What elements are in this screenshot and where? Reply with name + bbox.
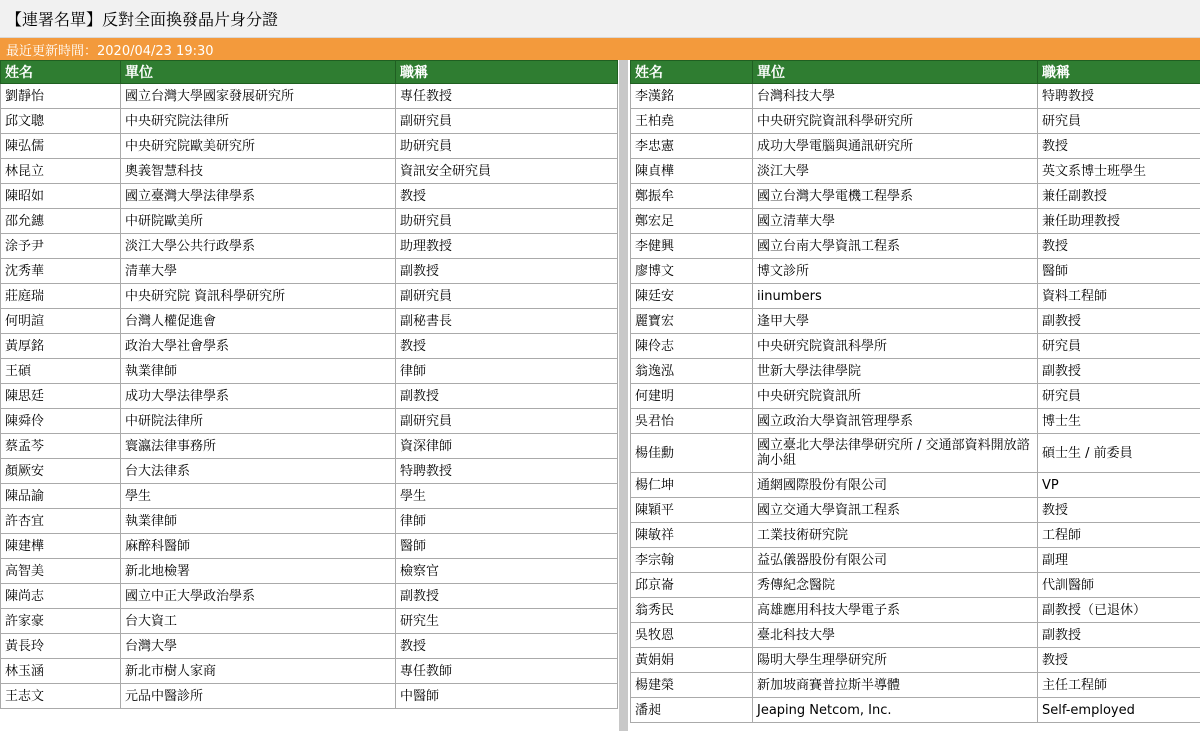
signatory-unit: 台大資工 (121, 609, 396, 634)
header-name: 姓名 (1, 61, 121, 84)
signatory-title: 碩士生 / 前委員 (1038, 434, 1200, 473)
signatory-unit: 中央研究院資訊所 (753, 384, 1038, 409)
signatory-name: 林玉涵 (1, 659, 121, 684)
signatory-unit: 博文診所 (753, 259, 1038, 284)
signatory-name: 陳弘儒 (1, 134, 121, 159)
signatory-unit: 國立政治大學資訊管理學系 (753, 409, 1038, 434)
signatory-name: 李健興 (631, 234, 753, 259)
signatory-name: 沈秀華 (1, 259, 121, 284)
signatory-unit: 成功大學法律學系 (121, 384, 396, 409)
table-row (631, 334, 1200, 359)
table-row (631, 159, 1200, 184)
signatory-name: 陳思廷 (1, 384, 121, 409)
signatory-name: 何建明 (631, 384, 753, 409)
signatory-tables (0, 60, 1200, 731)
signatory-title: 副研究員 (396, 409, 618, 434)
signatory-title: 檢察官 (396, 559, 618, 584)
signatory-title: 副研究員 (396, 109, 618, 134)
signatory-table-right (630, 60, 1200, 723)
table-row (631, 409, 1200, 434)
signatory-name: 高智美 (1, 559, 121, 584)
signatory-unit: 台灣大學 (121, 634, 396, 659)
signatory-unit: 國立交通大學資訊工程系 (753, 498, 1038, 523)
signatory-name: 李忠憲 (631, 134, 753, 159)
signatory-name: 吳牧恩 (631, 623, 753, 648)
table-row (1, 559, 618, 584)
signatory-unit: 中研院歐美所 (121, 209, 396, 234)
signatory-title: 教授 (1038, 498, 1200, 523)
signatory-name: 莊庭瑞 (1, 284, 121, 309)
signatory-name: 邱文聰 (1, 109, 121, 134)
signatory-title: 副秘書長 (396, 309, 618, 334)
signatory-name: 陳昭如 (1, 184, 121, 209)
signatory-unit: 中研院法律所 (121, 409, 396, 434)
signatory-name: 許家豪 (1, 609, 121, 634)
signatory-title: 英文系博士班學生 (1038, 159, 1200, 184)
signatory-title: 資訊安全研究員 (396, 159, 618, 184)
signatory-title: 助研究員 (396, 134, 618, 159)
signatory-title: 副理 (1038, 548, 1200, 573)
signatory-unit: 新北市樹人家商 (121, 659, 396, 684)
signatory-unit: 台大法律系 (121, 459, 396, 484)
signatory-name: 陳穎平 (631, 498, 753, 523)
signatory-title: 研究生 (396, 609, 618, 634)
table-row (631, 648, 1200, 673)
signatory-title: 專任教師 (396, 659, 618, 684)
right-table-body (631, 84, 1200, 723)
signatory-name: 鄭宏足 (631, 209, 753, 234)
signatory-name: 楊仁坤 (631, 473, 753, 498)
table-row (1, 534, 618, 559)
table-row (631, 523, 1200, 548)
signatory-name: 黃厚銘 (1, 334, 121, 359)
header-name: 姓名 (631, 61, 753, 84)
signatory-title: 研究員 (1038, 334, 1200, 359)
signatory-name: 陳貞樺 (631, 159, 753, 184)
signatory-unit: 中央研究院法律所 (121, 109, 396, 134)
table-row (631, 548, 1200, 573)
signatory-unit: 淡江大學 (753, 159, 1038, 184)
signatory-name: 潘昶 (631, 698, 753, 723)
signatory-unit: 通網國際股份有限公司 (753, 473, 1038, 498)
signatory-unit: 國立臺北大學法律學研究所 / 交通部資料開放諮詢小組 (753, 434, 1038, 473)
signatory-unit: 中央研究院資訊科學研究所 (753, 109, 1038, 134)
table-row (1, 84, 618, 109)
table-row (1, 234, 618, 259)
signatory-name: 陳廷安 (631, 284, 753, 309)
signatory-name: 邱京崙 (631, 573, 753, 598)
signatory-unit: 世新大學法律學院 (753, 359, 1038, 384)
right-column (630, 60, 1200, 723)
signatory-title: 副教授 (396, 384, 618, 409)
table-row (631, 184, 1200, 209)
table-row (1, 659, 618, 684)
signatory-unit: 臺北科技大學 (753, 623, 1038, 648)
table-row (1, 459, 618, 484)
signatory-name: 林昆立 (1, 159, 121, 184)
signatory-title: VP (1038, 473, 1200, 498)
signatory-title: 教授 (396, 184, 618, 209)
signatory-unit: 國立台灣大學國家發展研究所 (121, 84, 396, 109)
left-table-body (1, 84, 618, 709)
signatory-name: 陳品諭 (1, 484, 121, 509)
signatory-name: 楊建榮 (631, 673, 753, 698)
signatory-unit: 國立清華大學 (753, 209, 1038, 234)
table-row (1, 334, 618, 359)
signatory-unit: 元品中醫診所 (121, 684, 396, 709)
table-row (1, 209, 618, 234)
table-header-row (1, 61, 618, 84)
table-row (631, 573, 1200, 598)
signatory-unit: 高雄應用科技大學電子系 (753, 598, 1038, 623)
signatory-name: 王碩 (1, 359, 121, 384)
signatory-unit: 寰瀛法律事務所 (121, 434, 396, 459)
table-row (631, 284, 1200, 309)
signatory-unit: 台灣人權促進會 (121, 309, 396, 334)
signatory-title: 教授 (396, 634, 618, 659)
signatory-name: 楊佳勳 (631, 434, 753, 473)
table-row (1, 509, 618, 534)
signatory-title: 中醫師 (396, 684, 618, 709)
table-row (631, 309, 1200, 334)
signatory-title: 主任工程師 (1038, 673, 1200, 698)
table-row (631, 109, 1200, 134)
signatory-title: 兼任副教授 (1038, 184, 1200, 209)
table-row (1, 359, 618, 384)
signatory-title: 副教授 (396, 584, 618, 609)
signatory-title: 工程師 (1038, 523, 1200, 548)
column-divider (619, 60, 628, 731)
signatory-name: 吳君怡 (631, 409, 753, 434)
signatory-unit: 學生 (121, 484, 396, 509)
signatory-title: Self-employed (1038, 698, 1200, 723)
table-row (1, 309, 618, 334)
signatory-unit: 執業律師 (121, 509, 396, 534)
signatory-title: 副教授 (1038, 623, 1200, 648)
signatory-title: 副教授 (1038, 309, 1200, 334)
table-row (631, 623, 1200, 648)
signatory-title: 律師 (396, 509, 618, 534)
left-column (0, 60, 617, 709)
table-row (631, 498, 1200, 523)
signatory-title: 教授 (1038, 134, 1200, 159)
signatory-title: 助研究員 (396, 209, 618, 234)
signatory-unit: 國立台灣大學電機工程學系 (753, 184, 1038, 209)
signatory-unit: 秀傳紀念醫院 (753, 573, 1038, 598)
last-updated-bar: 最近更新時間：2020/04/23 19:30 (0, 38, 1200, 60)
table-row (1, 484, 618, 509)
signatory-unit: 執業律師 (121, 359, 396, 384)
signatory-name: 翁秀民 (631, 598, 753, 623)
signatory-table-left (0, 60, 618, 709)
page-title: 【連署名單】反對全面換發晶片身分證 (0, 0, 1200, 38)
table-row (1, 184, 618, 209)
header-title: 職稱 (1038, 61, 1200, 84)
signatory-unit: 逢甲大學 (753, 309, 1038, 334)
table-row (631, 384, 1200, 409)
signatory-title: 學生 (396, 484, 618, 509)
table-row (631, 698, 1200, 723)
signatory-unit: 國立台南大學資訊工程系 (753, 234, 1038, 259)
signatory-title: 研究員 (1038, 384, 1200, 409)
signatory-title: 教授 (1038, 234, 1200, 259)
signatory-unit: 益弘儀器股份有限公司 (753, 548, 1038, 573)
signatory-title: 教授 (1038, 648, 1200, 673)
signatory-unit: 國立臺灣大學法律學系 (121, 184, 396, 209)
header-unit: 單位 (753, 61, 1038, 84)
table-row (631, 673, 1200, 698)
signatory-title: 代訓醫師 (1038, 573, 1200, 598)
table-row (1, 634, 618, 659)
signatory-name: 王志文 (1, 684, 121, 709)
table-row (1, 384, 618, 409)
header-title: 職稱 (396, 61, 618, 84)
table-row (631, 434, 1200, 473)
table-row (631, 234, 1200, 259)
signatory-title: 博士生 (1038, 409, 1200, 434)
signatory-unit: 中央研究院資訊科學所 (753, 334, 1038, 359)
signatory-title: 兼任助理教授 (1038, 209, 1200, 234)
signatory-unit: 清華大學 (121, 259, 396, 284)
signatory-title: 研究員 (1038, 109, 1200, 134)
signatory-unit: 淡江大學公共行政學系 (121, 234, 396, 259)
signatory-name: 翁逸泓 (631, 359, 753, 384)
table-row (1, 684, 618, 709)
signatory-name: 何明諠 (1, 309, 121, 334)
signatory-name: 陳尚志 (1, 584, 121, 609)
signatory-name: 陳敏祥 (631, 523, 753, 548)
signatory-unit: 麻醉科醫師 (121, 534, 396, 559)
table-row (631, 209, 1200, 234)
table-row (631, 359, 1200, 384)
signatory-title: 特聘教授 (1038, 84, 1200, 109)
table-row (1, 159, 618, 184)
signatory-title: 副研究員 (396, 284, 618, 309)
table-row (1, 584, 618, 609)
signatory-name: 李漢銘 (631, 84, 753, 109)
signatory-title: 副教授 (1038, 359, 1200, 384)
signatory-unit: 台灣科技大學 (753, 84, 1038, 109)
signatory-unit: 工業技術研究院 (753, 523, 1038, 548)
signatory-name: 劉靜怡 (1, 84, 121, 109)
table-row (1, 259, 618, 284)
signatory-title: 資深律師 (396, 434, 618, 459)
table-row (631, 259, 1200, 284)
signatory-title: 律師 (396, 359, 618, 384)
table-row (631, 598, 1200, 623)
signatory-unit: 成功大學電腦與通訊研究所 (753, 134, 1038, 159)
signatory-name: 廖博文 (631, 259, 753, 284)
table-row (631, 134, 1200, 159)
signatory-title: 助理教授 (396, 234, 618, 259)
signatory-name: 黃長玲 (1, 634, 121, 659)
signatory-unit: iinumbers (753, 284, 1038, 309)
signatory-name: 麗寶宏 (631, 309, 753, 334)
signatory-title: 專任教授 (396, 84, 618, 109)
signatory-name: 蔡孟芩 (1, 434, 121, 459)
table-row (631, 473, 1200, 498)
signatory-name: 顏厥安 (1, 459, 121, 484)
table-header-row (631, 61, 1200, 84)
signatory-name: 涂予尹 (1, 234, 121, 259)
table-row (631, 84, 1200, 109)
table-row (1, 109, 618, 134)
signatory-title: 教授 (396, 334, 618, 359)
signatory-title: 醫師 (396, 534, 618, 559)
signatory-unit: 新加坡商賽普拉斯半導體 (753, 673, 1038, 698)
signatory-name: 邵允鏸 (1, 209, 121, 234)
table-row (1, 409, 618, 434)
signatory-unit: 奧義智慧科技 (121, 159, 396, 184)
signatory-unit: Jeaping Netcom, Inc. (753, 698, 1038, 723)
signatory-name: 許杏宜 (1, 509, 121, 534)
table-row (1, 284, 618, 309)
signatory-name: 鄭振牟 (631, 184, 753, 209)
table-row (1, 434, 618, 459)
signatory-name: 黃娟娟 (631, 648, 753, 673)
signatory-name: 陳舜伶 (1, 409, 121, 434)
signatory-unit: 新北地檢署 (121, 559, 396, 584)
signatory-title: 資料工程師 (1038, 284, 1200, 309)
signatory-name: 陳建樺 (1, 534, 121, 559)
signatory-unit: 中央研究院 資訊科學研究所 (121, 284, 396, 309)
signatory-unit: 陽明大學生理學研究所 (753, 648, 1038, 673)
signatory-name: 王柏堯 (631, 109, 753, 134)
signatory-unit: 政治大學社會學系 (121, 334, 396, 359)
signatory-title: 副教授 (396, 259, 618, 284)
signatory-title: 副教授（已退休） (1038, 598, 1200, 623)
header-unit: 單位 (121, 61, 396, 84)
signatory-name: 李宗翰 (631, 548, 753, 573)
table-row (1, 609, 618, 634)
signatory-title: 醫師 (1038, 259, 1200, 284)
signatory-unit: 國立中正大學政治學系 (121, 584, 396, 609)
signatory-name: 陳伶志 (631, 334, 753, 359)
signatory-title: 特聘教授 (396, 459, 618, 484)
table-row (1, 134, 618, 159)
signatory-unit: 中央研究院歐美研究所 (121, 134, 396, 159)
